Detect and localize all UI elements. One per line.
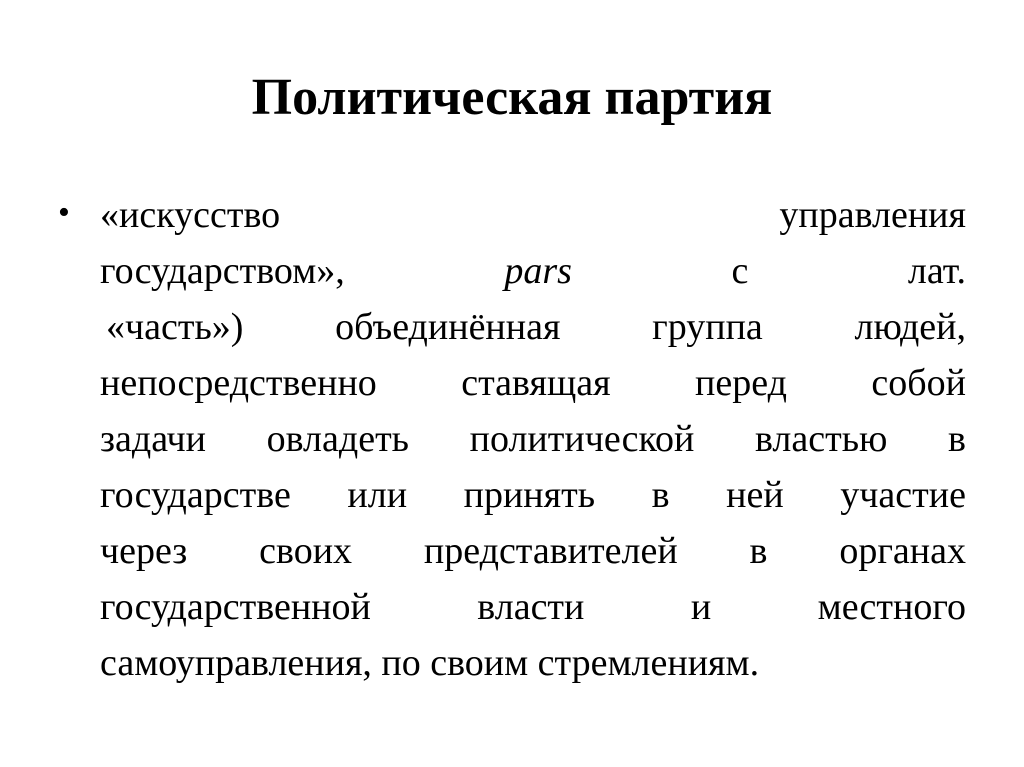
word: органах — [839, 530, 966, 572]
word: власти — [477, 586, 585, 628]
word: государстве — [100, 474, 291, 516]
latin-term: pars — [504, 250, 572, 292]
word: в — [948, 418, 966, 460]
word: государственной — [100, 586, 371, 628]
word: собой — [871, 362, 966, 404]
word: местного — [817, 586, 966, 628]
last-line-text: самоуправления, по своим стремлениям. — [100, 642, 760, 684]
word: в — [651, 474, 670, 516]
word: объединённая — [335, 306, 561, 348]
word: участие — [840, 474, 966, 516]
word: людей, — [854, 306, 966, 348]
word: ставящая — [461, 362, 611, 404]
paragraph-line — [100, 467, 966, 523]
word: лат. — [907, 250, 966, 292]
paragraph-line — [100, 355, 966, 411]
paragraph-line — [100, 299, 966, 355]
paragraph-line — [100, 411, 966, 467]
paragraph-line — [100, 243, 966, 299]
word: «искусство — [100, 194, 281, 236]
word: представителей — [423, 530, 678, 572]
word: и — [690, 586, 712, 628]
word: задачи — [100, 418, 207, 460]
bullet-marker: • — [58, 194, 70, 231]
word: или — [347, 474, 408, 516]
word: с — [731, 250, 749, 292]
word: непосредственно — [100, 362, 377, 404]
paragraph-line — [100, 635, 966, 691]
word: перед — [695, 362, 787, 404]
paragraph-line — [100, 187, 966, 243]
definition-paragraph — [100, 187, 966, 691]
paragraph-line — [100, 579, 966, 635]
word: ней — [726, 474, 784, 516]
word: овладеть — [266, 418, 410, 460]
word: в — [749, 530, 768, 572]
word: «часть») — [106, 306, 244, 348]
word: государством», — [100, 250, 345, 292]
word: политической — [469, 418, 695, 460]
word: принять — [463, 474, 596, 516]
paragraph-line — [100, 523, 966, 579]
word: своих — [259, 530, 353, 572]
word: управления — [779, 194, 966, 236]
word: группа — [652, 306, 763, 348]
slide-title: Политическая партия — [251, 69, 773, 126]
word: властью — [754, 418, 888, 460]
word: через — [100, 530, 188, 572]
